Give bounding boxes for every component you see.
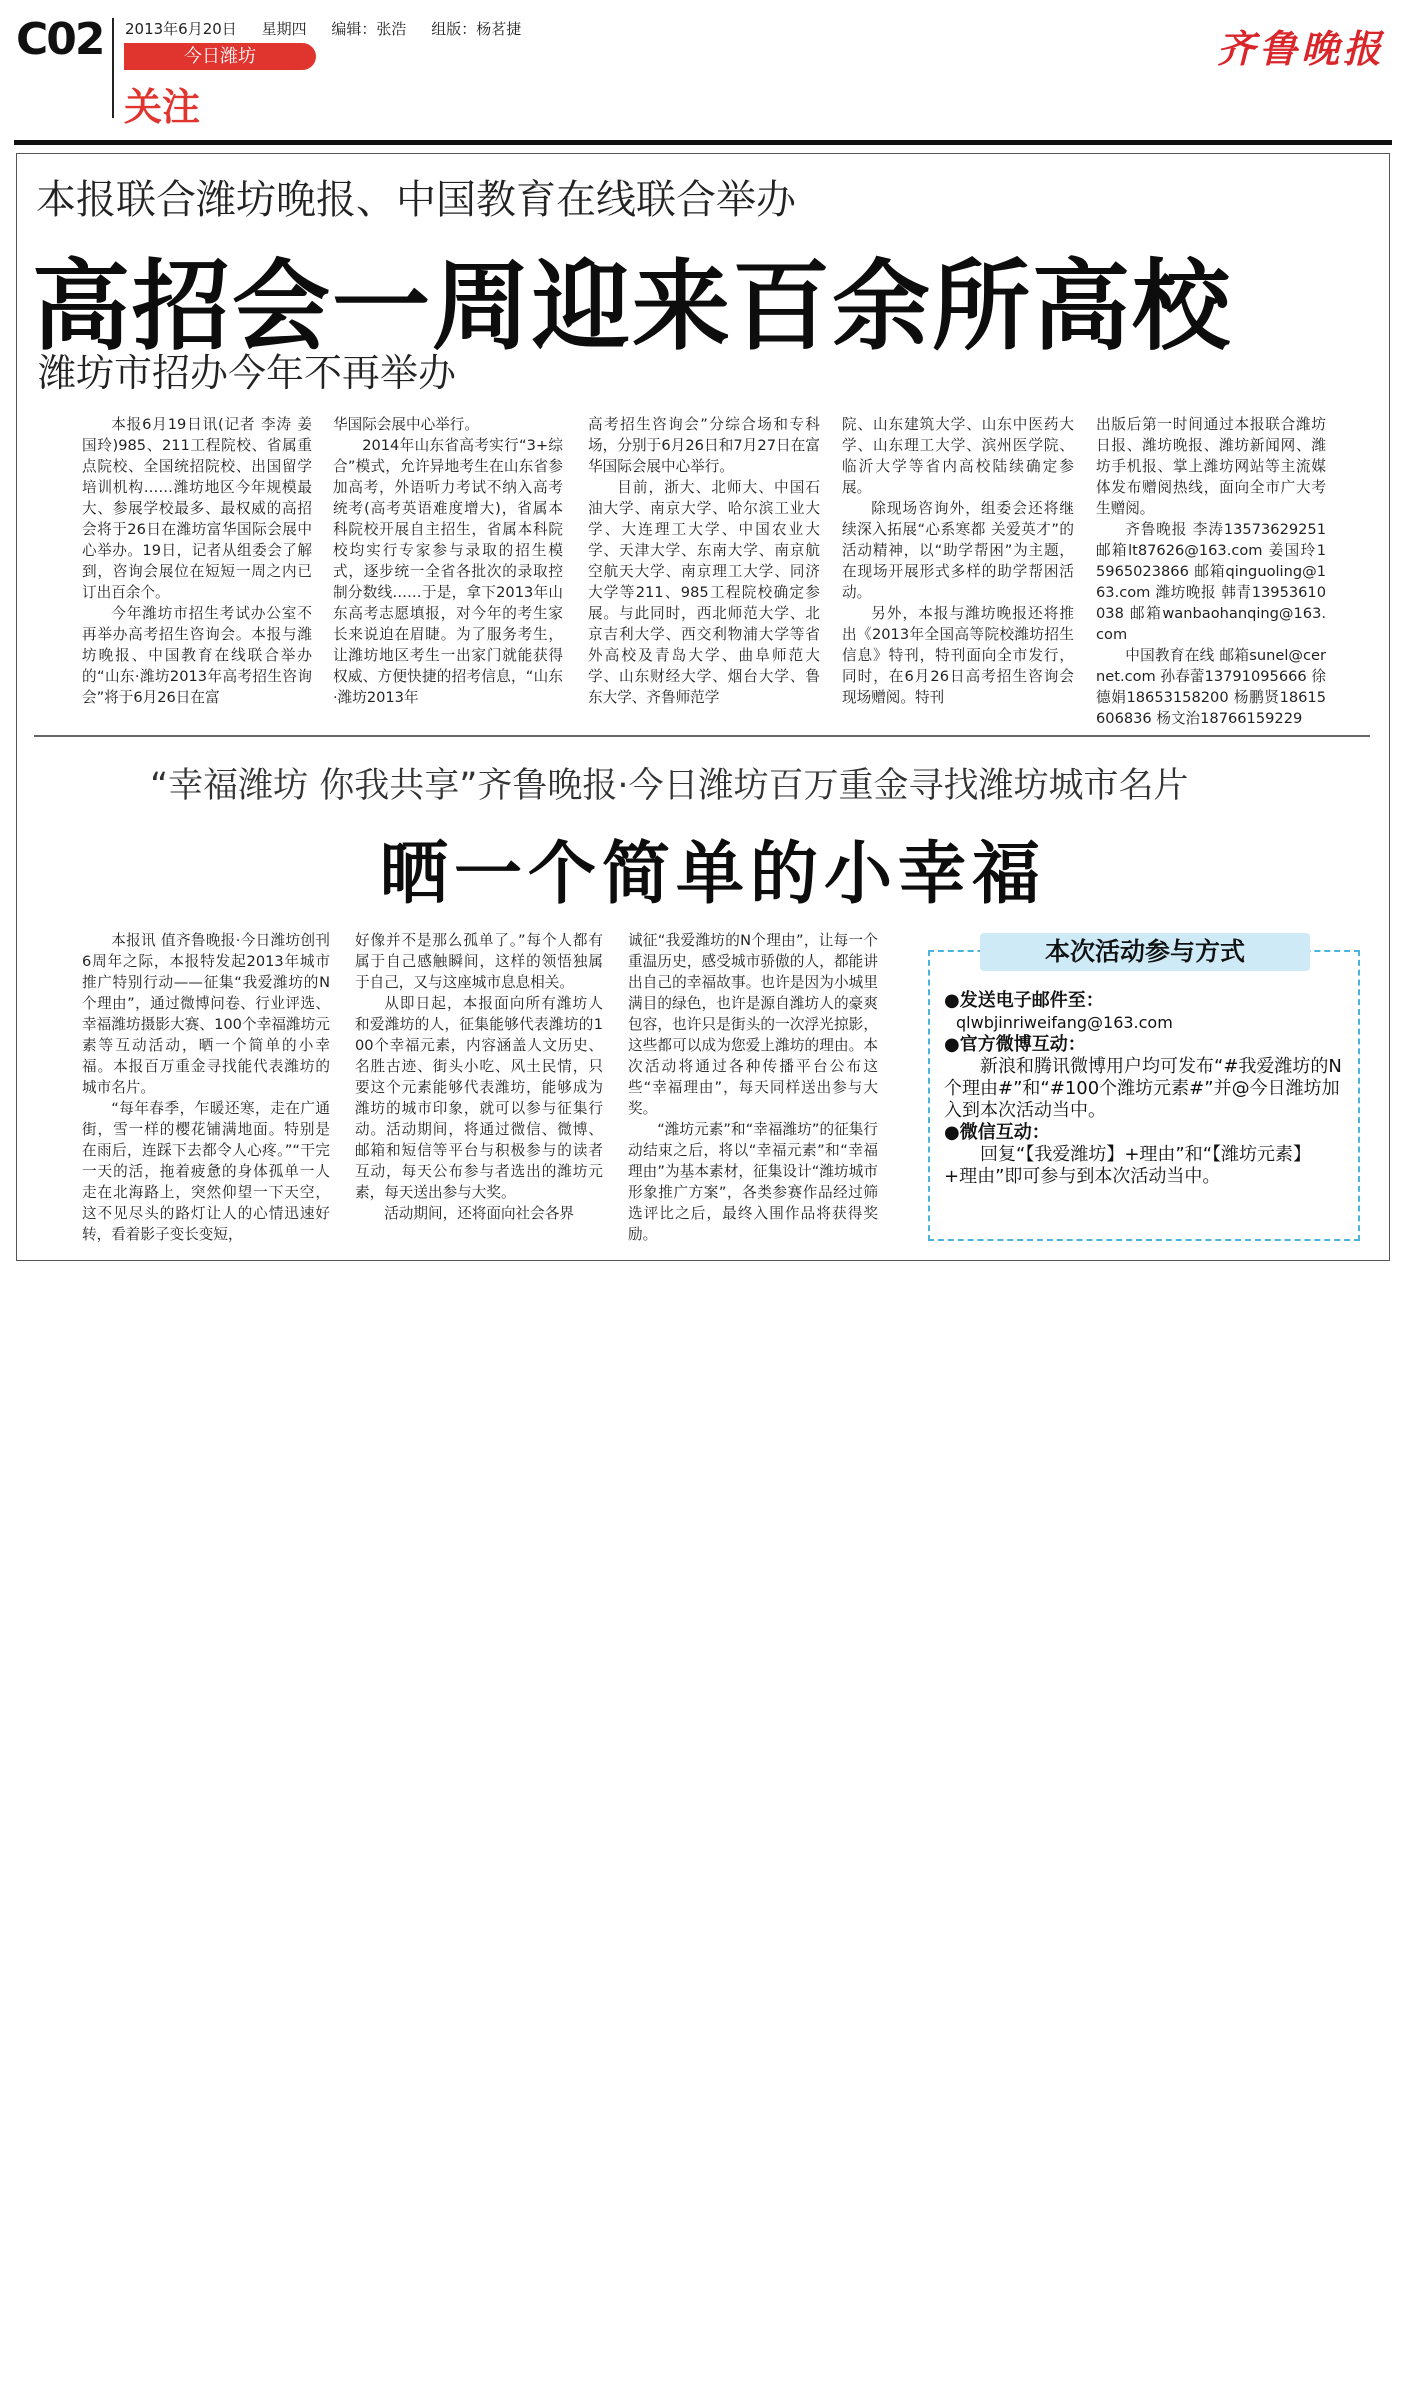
paragraph: 院、山东建筑大学、山东中医药大学、山东理工大学、滨州医学院、临沂大学等省内高校陆续确定参展。 (842, 416, 1074, 496)
wechat-label: ●微信互动： (944, 1122, 1050, 1143)
paragraph: 除现场咨询外，组委会还将继续深入拓展“心系寒都 关爱英才”的活动精神，以“助学帮困”为主题，在现场开展形式多样的助学帮困活动。 (842, 500, 1074, 601)
paragraph: 从即日起，本报面向所有潍坊人和爱潍坊的人，征集能够代表潍坊的100个幸福元素，内容涵盖人文历史、名胜古迹、街头小吃、风土民情，只要这个元素能够代表潍坊，能够成为潍坊的城市印象，就可以参与征集行动。活动期间，将通过微信、微博、邮箱和短信等平台与积极参与的读者互动，每天公布参与者选出的潍坊元素，每天送出参与大奖。 (355, 995, 603, 1201)
story1-column-2 (333, 414, 563, 708)
story2-column-1 (82, 930, 330, 1245)
story2-headline: 晒一个简单的小幸福 (380, 835, 1047, 914)
issue-date: 2013年6月20日 (125, 20, 237, 38)
email-label: ●发送电子邮件至： (944, 990, 1104, 1011)
paragraph: 2014年山东省高考实行“3+综合”模式，允许异地考生在山东省参加高考，外语听力考试不纳入高考统考(高考英语难度增大)，省属本科院校开展自主招生，省属本科院校均实行专家参与录取的招生模式，逐步统一全省各批次的录取控制分数线……于是，拿下2013年山东高考志愿填报，对今年的考生家长来说迫在眉睫。为了服务考生，让潍坊地区考生一出家门就能获得权威、方便快捷的招考信息，“山东·潍坊2013年 (333, 437, 563, 706)
paragraph: 本报6月19日讯(记者 李涛 姜国玲)985、211工程院校、省属重点院校、全国统招院校、出国留学培训机构……潍坊地区今年规模最大、参展学校最多、最权威的高招会将于26日在潍坊富华国际会展中心举办。19日，记者从组委会了解到，咨询会展位在短短一周之内已订出百余个。 (82, 416, 312, 601)
editor-credit: 编辑：张浩 (331, 20, 407, 38)
paragraph: 华国际会展中心举行。 (333, 416, 479, 433)
paragraph: 另外，本报与潍坊晚报还将推出《2013年全国高等院校潍坊招生信息》特刊，特刊面向全市发行，同时，在6月26日高考招生咨询会现场赠阅。特刊 (842, 605, 1074, 706)
issue-weekday: 星期四 (261, 20, 307, 38)
story1-subheadline: 潍坊市招办今年不再举办 (38, 351, 457, 395)
paragraph: “潍坊元素”和“幸福潍坊”的征集行动结束之后，将以“幸福元素”和“幸福理由”为基本素材，征集设计“潍坊城市形象推广方案”，各类参赛作品经过筛选评比之后，最终入围作品将获得奖励。 (628, 1121, 878, 1243)
story2-kicker: “幸福潍坊 你我共享”齐鲁晚报·今日潍坊百万重金寻找潍坊城市名片 (150, 766, 1189, 806)
header-rule (14, 140, 1392, 145)
story1-column-1 (82, 414, 312, 708)
header-meta (125, 18, 541, 39)
page-number: C02 (16, 14, 104, 65)
story1-column-3 (588, 414, 820, 708)
paragraph: “每年春季，乍暖还寒，走在广通街，雪一样的樱花铺满地面。特别是在雨后，连踩下去都令人心疼。”“干完一天的活，拖着疲惫的身体孤单一人走在北海路上，突然仰望一下天空，这不见尽头的路灯让人的心情迅速好转，看着影子变长变短， (82, 1100, 330, 1243)
story2-column-2 (355, 930, 603, 1224)
weibo-label: ●官方微博互动： (944, 1034, 1086, 1055)
section-title: 关注 (124, 85, 201, 129)
participation-box-title: 本次活动参与方式 (980, 933, 1310, 971)
contact-info: 齐鲁晚报 李涛13573629251 邮箱lt87626@163.com 姜国玲15965023866 邮箱qinguoling@163.com 潍坊晚报 韩青13953610038 邮箱wanbaohanqing@163.com (1096, 521, 1326, 643)
paragraph: 出版后第一时间通过本报联合潍坊日报、潍坊晚报、潍坊新闻网、潍坊手机报、掌上潍坊网站等主流媒体发布赠阅热线，面向全市广大考生赠阅。 (1096, 416, 1326, 517)
paragraph: 目前，浙大、北师大、中国石油大学、南京大学、哈尔滨工业大学、大连理工大学、中国农业大学、天津大学、东南大学、南京航空航天大学、南京理工大学、同济大学等211、985工程院校确定参展。与此同时，西北师范大学、北京吉利大学、西交利物浦大学等省外高校及青岛大学、曲阜师范大学、山东财经大学、烟台大学、鲁东大学、齐鲁师范学 (588, 479, 820, 706)
paragraph: 今年潍坊市招生考试办公室不再举办高考招生咨询会。本报与潍坊晚报、中国教育在线联合举办的“山东·潍坊2013年高考招生咨询会”将于6月26日在富 (82, 605, 312, 706)
story1-kicker: 本报联合潍坊晚报、中国教育在线联合举办 (36, 177, 796, 223)
paragraph: 高考招生咨询会”分综合场和专科场，分别于6月26日和7月27日在富华国际会展中心举行。 (588, 416, 820, 475)
paragraph: 本报讯 值齐鲁晚报·今日潍坊创刊6周年之际，本报特发起2013年城市推广特别行动——征集“我爱潍坊的N个理由”，通过微博问卷、行业评选、幸福潍坊摄影大赛、100个幸福潍坊元素等互动活动，晒一个简单的小幸福。本报百万重金寻找能代表潍坊的城市名片。 (82, 932, 330, 1096)
wechat-instructions: 回复“【我爱潍坊】+理由”和“【潍坊元素】+理由”即可参与到本次活动当中。 (944, 1144, 1312, 1187)
paragraph: 好像并不是那么孤单了。”每个人都有属于自己感触瞬间，这样的领悟独属于自己，又与这座城市息息相关。 (355, 932, 603, 991)
story1-column-5 (1096, 414, 1326, 729)
header-divider (112, 18, 114, 118)
story1-headline: 高招会一周迎来百余所高校 (32, 250, 1233, 364)
edition-tag: 今日潍坊 (124, 43, 316, 70)
story2-column-3 (628, 930, 878, 1245)
contact-info: 中国教育在线 邮箱sunel@cernet.com 孙春蕾13791095666 徐德娟18653158200 杨鹏贤18615606836 杨文治18766159229 (1096, 647, 1326, 727)
participation-box-body (944, 990, 1344, 1188)
email-address: qlwbjinriweifang@163.com (956, 1013, 1173, 1032)
layout-credit: 组版：杨茗捷 (431, 20, 522, 38)
paragraph: 活动期间，还将面向社会各界 (384, 1205, 574, 1222)
paragraph: 诚征“我爱潍坊的N个理由”，让每一个重温历史，感受城市骄傲的人，都能讲出自己的幸福故事。也许是因为小城里满目的绿色，也许是源自潍坊人的豪爽包容，也许只是街头的一次浮光掠影，这些都可以成为您爱上潍坊的理由。本次活动将通过各种传播平台公布这些“幸福理由”，每天同样送出参与大奖。 (628, 932, 878, 1117)
story1-column-4 (842, 414, 1074, 708)
story-divider (34, 735, 1370, 737)
weibo-instructions: 新浪和腾讯微博用户均可发布“#我爱潍坊的N个理由#”和“#100个潍坊元素#”并@今日潍坊加入到本次活动当中。 (944, 1056, 1342, 1121)
newspaper-logo: 齐鲁晚报 (1216, 26, 1385, 71)
